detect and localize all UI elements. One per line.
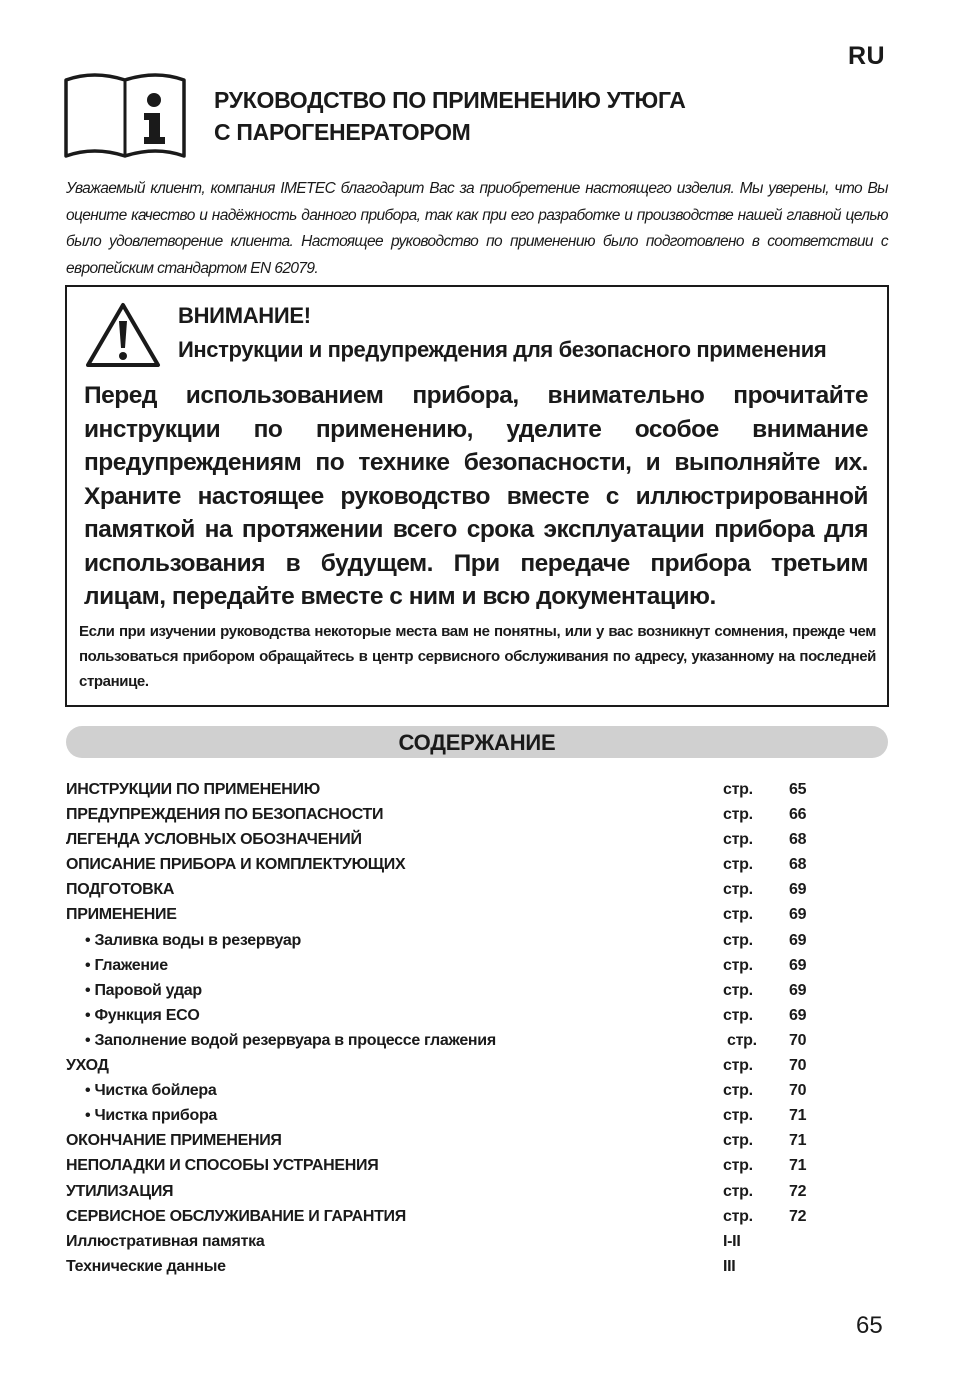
toc-entry[interactable] bbox=[66, 852, 826, 877]
toc-subentry[interactable] bbox=[66, 953, 826, 978]
toc-entry-label: • Паровой удар bbox=[85, 981, 202, 999]
toc-entry-label: • Функция ECO bbox=[85, 1006, 200, 1024]
toc-entry[interactable] bbox=[66, 1229, 826, 1254]
toc-subentry[interactable] bbox=[66, 1078, 826, 1103]
toc-heading: СОДЕРЖАНИЕ bbox=[66, 726, 888, 758]
toc-entry[interactable] bbox=[66, 902, 826, 927]
toc-entry[interactable] bbox=[66, 1254, 826, 1279]
toc-entry[interactable] bbox=[66, 1179, 826, 1204]
toc-entry-prefix: стр. bbox=[723, 981, 753, 999]
toc-entry-prefix: стр. bbox=[723, 1157, 753, 1175]
toc-entry-page: 66 bbox=[789, 806, 807, 824]
warning-note: Если при изучении руководства некоторые места вам не понятны, или у вас возникнут сомнения, прежде чем пользоваться прибором обращайтесь в центр сервисного обслуживания по адресу, указанному на последней странице. bbox=[79, 623, 876, 690]
toc-entry-page: 70 bbox=[789, 1031, 807, 1049]
toc-entry-prefix: стр. bbox=[723, 1107, 753, 1125]
toc-entry-prefix: стр. bbox=[723, 956, 753, 974]
toc-entry-label: ПОДГОТОВКА bbox=[66, 881, 175, 899]
toc-entry-prefix: стр. bbox=[723, 856, 753, 874]
toc-entry-page: 70 bbox=[789, 1082, 807, 1100]
toc-entry-page: 72 bbox=[789, 1207, 807, 1225]
toc-entry-label: Иллюстративная памятка bbox=[66, 1232, 265, 1250]
toc-entry[interactable] bbox=[66, 1153, 826, 1178]
toc-entry-page: 71 bbox=[789, 1157, 807, 1175]
toc-entry-label: Технические данные bbox=[66, 1257, 226, 1275]
toc-entry-label: ИНСТРУКЦИИ ПО ПРИМЕНЕНИЮ bbox=[66, 781, 320, 798]
toc-entry-label: ЛЕГЕНДА УСЛОВНЫХ ОБОЗНАЧЕНИЙ bbox=[66, 831, 362, 849]
toc-entry-prefix: стр. bbox=[723, 781, 753, 798]
toc-entry-prefix: стр. bbox=[723, 1082, 753, 1100]
toc-entry-page: 69 bbox=[789, 881, 807, 899]
toc-entry-label: УХОД bbox=[66, 1057, 109, 1075]
toc-entry-label: • Чистка прибора bbox=[85, 1107, 218, 1125]
toc-entry[interactable] bbox=[66, 777, 826, 802]
intro-paragraph: Уважаемый клиент, компания IMETEC благодарит Вас за приобретение настоящего изделия. Мы уверены, что Вы оцените качество и надёжность данного прибора, так как при его разработке и производстве нашей главной целью было удовлетворение клиента. Настоящее руководство по применению было подготовлено в соответствии с европейским стандартом EN 62079. bbox=[66, 180, 888, 277]
language-code: RU bbox=[848, 42, 886, 70]
toc-entry-label: ПРЕДУПРЕЖДЕНИЯ ПО БЕЗОПАСНОСТИ bbox=[66, 806, 384, 824]
toc-entry-page: 69 bbox=[789, 1006, 807, 1024]
toc-subentry[interactable] bbox=[66, 1103, 826, 1128]
toc-entry-prefix: стр. bbox=[723, 831, 753, 849]
toc-entry[interactable] bbox=[66, 1128, 826, 1153]
toc-entry-page: 72 bbox=[789, 1182, 807, 1200]
warning-main-text: Перед использованием прибора, внимательно прочитайте инструкции по применению, уделите особое внимание предупреждениям по технике безопасности, и выполняйте их. Храните настоящее руководство вместе с иллюстрированной памяткой на протяжении всего срока эксплуатации прибора для использования в будущем. При передаче прибора третьим лицам, передайте вместе с ним и всю документацию. bbox=[84, 382, 868, 610]
toc-entry-page: 68 bbox=[789, 856, 807, 874]
warning-subheading: Инструкции и предупреждения для безопасного применения bbox=[178, 337, 827, 362]
toc-entry-page: 71 bbox=[789, 1132, 807, 1150]
toc-subentry[interactable] bbox=[66, 978, 826, 1003]
toc-entry-label: • Заливка воды в резервуар bbox=[85, 931, 301, 949]
toc-entry[interactable] bbox=[66, 1204, 826, 1229]
toc-entry-prefix: стр. bbox=[723, 806, 753, 824]
toc-entry-page: 69 bbox=[789, 906, 807, 924]
toc-entry-label: ПРИМЕНЕНИЕ bbox=[66, 906, 177, 924]
info-book-icon bbox=[64, 70, 186, 160]
toc-entry-page: 69 bbox=[789, 981, 807, 999]
toc-entry-page: 68 bbox=[789, 831, 807, 849]
toc-entry-page: 69 bbox=[789, 931, 807, 949]
title-line-1: РУКОВОДСТВО ПО ПРИМЕНЕНИЮ УТЮГА bbox=[214, 87, 686, 113]
toc-entry-prefix: стр. bbox=[723, 1006, 753, 1024]
toc-subentry[interactable] bbox=[66, 1028, 826, 1053]
toc-entry-label: НЕПОЛАДКИ И СПОСОБЫ УСТРАНЕНИЯ bbox=[66, 1157, 379, 1175]
toc-subentry[interactable] bbox=[66, 928, 826, 953]
toc-entry-label: УТИЛИЗАЦИЯ bbox=[66, 1182, 174, 1200]
toc-entry[interactable] bbox=[66, 1053, 826, 1078]
toc-entry-prefix: стр. bbox=[723, 1132, 753, 1150]
title-line-2: С ПАРОГЕНЕРАТОРОМ bbox=[214, 119, 471, 145]
toc-entry-page: 70 bbox=[789, 1057, 807, 1075]
page-number: 65 bbox=[856, 1312, 883, 1339]
warning-heading: ВНИМАНИЕ! bbox=[178, 303, 311, 328]
toc-entry-prefix: стр. bbox=[723, 931, 753, 949]
toc-entry-prefix: стр. bbox=[723, 881, 753, 899]
toc-entry-prefix: стр. bbox=[723, 1057, 753, 1075]
toc-entry[interactable] bbox=[66, 827, 826, 852]
toc-entry-label: • Глажение bbox=[85, 956, 168, 974]
toc-entry[interactable] bbox=[66, 802, 826, 827]
toc-entry-page: 71 bbox=[789, 1107, 807, 1125]
toc-entry-label: • Чистка бойлера bbox=[85, 1082, 217, 1100]
document-title bbox=[214, 84, 686, 148]
toc-entry-page: 69 bbox=[789, 956, 807, 974]
toc-entry-label: ОПИСАНИЕ ПРИБОРА И КОМПЛЕКТУЮЩИХ bbox=[66, 856, 406, 874]
toc-entry-prefix: I-II bbox=[723, 1232, 741, 1250]
toc-entry-label: • Заполнение водой резервуара в процессе глажения bbox=[85, 1031, 496, 1049]
toc-entry-prefix: стр. bbox=[723, 1207, 753, 1225]
toc-entry-label: ОКОНЧАНИЕ ПРИМЕНЕНИЯ bbox=[66, 1132, 282, 1150]
warning-box bbox=[65, 285, 889, 707]
table-of-contents bbox=[66, 777, 826, 1279]
toc-entry-prefix: стр. bbox=[723, 1182, 753, 1200]
toc-entry-prefix: стр. bbox=[727, 1031, 757, 1049]
warning-triangle-icon bbox=[85, 301, 161, 369]
toc-entry-page: 65 bbox=[789, 781, 807, 798]
toc-entry[interactable] bbox=[66, 877, 826, 902]
toc-subentry[interactable] bbox=[66, 1003, 826, 1028]
toc-entry-prefix: стр. bbox=[723, 906, 753, 924]
toc-entry-label: СЕРВИСНОЕ ОБСЛУЖИВАНИЕ И ГАРАНТИЯ bbox=[66, 1207, 406, 1225]
toc-entry-prefix: III bbox=[723, 1257, 736, 1275]
